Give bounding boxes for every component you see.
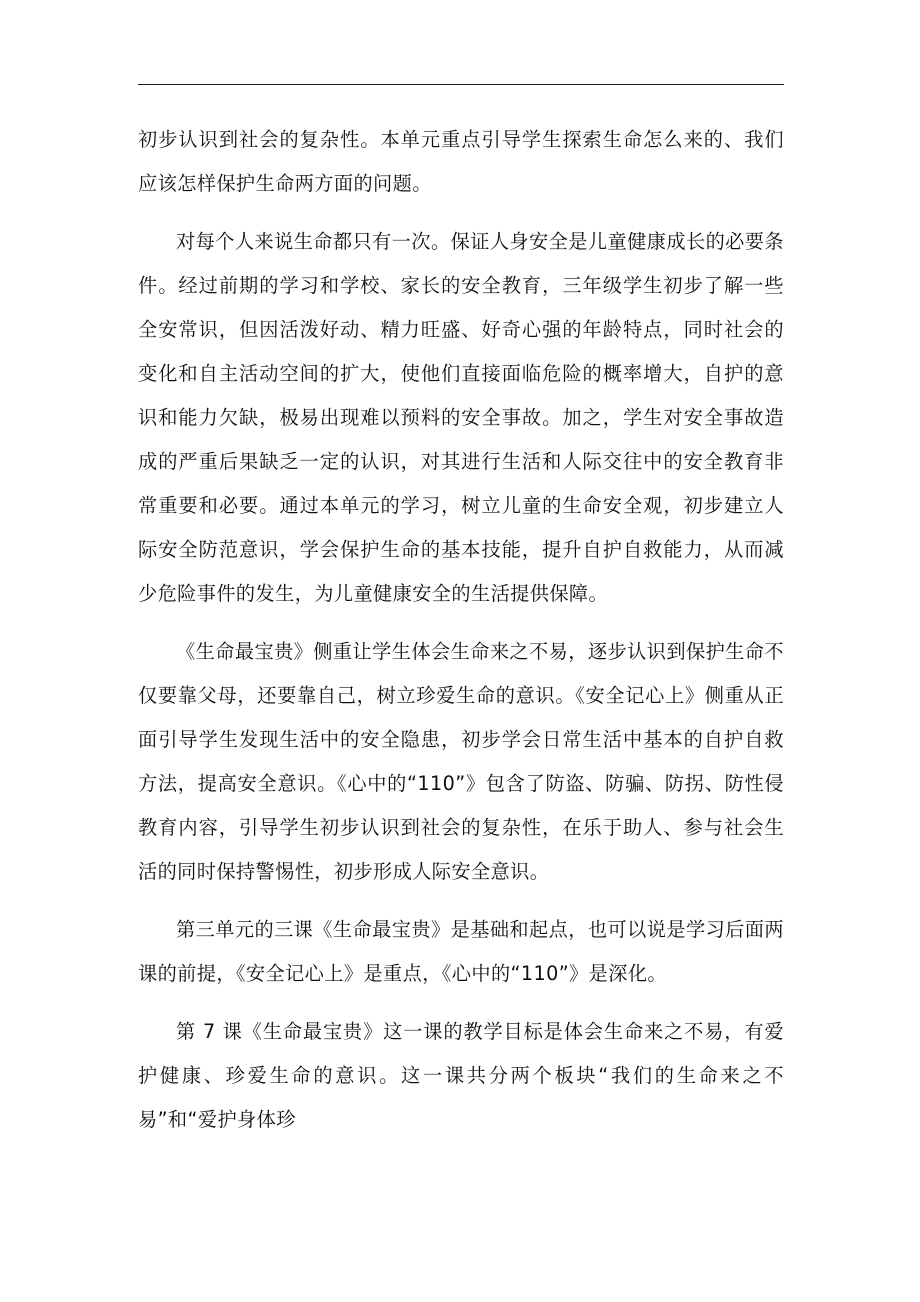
paragraph-lesson-overview: 《生命最宝贵》侧重让学生体会生命来之不易，逐步认识到保护生命不仅要靠父母，还要靠自己，树立珍爱生命的意识。《安全记心上》侧重从正面引导学生发现生活中的安全隐患，初步学会日常生活中基本的自护自救方法，提高安全意识。《心中的“110”》包含了防盗、防骗、防拐、防性侵教育内容，引导学生初步认识到社会的复杂性，在乐于助人、参与社会生活的同时保持警惕性，初步形成人际安全意识。 <box>138 640 784 883</box>
document-body <box>138 118 784 1142</box>
header-divider <box>138 84 784 85</box>
paragraph-continuation: 初步认识到社会的复杂性。本单元重点引导学生探索生命怎么来的、我们应该怎样保护生命两方面的问题。 <box>138 128 784 195</box>
paragraph-lesson-7-goals: 第 7 课《生命最宝贵》这一课的教学目标是体会生命来之不易，有爱护健康、珍爱生命的意识。这一课共分两个板块“我们的生命来之不易”和“爱护身体珍 <box>138 1020 784 1131</box>
paragraph-safety-importance: 对每个人来说生命都只有一次。保证人身安全是儿童健康成长的必要条件。经过前期的学习和学校、家长的安全教育，三年级学生初步了解一些全安常识，但因活泼好动、精力旺盛、好奇心强的年龄特点，同时社会的变化和自主活动空间的扩大，使他们直接面临危险的概率增大，自护的意识和能力欠缺，极易出现难以预料的安全事故。加之，学生对安全事故造成的严重后果缺乏一定的认识，对其进行生活和人际交往中的安全教育非常重要和必要。通过本单元的学习，树立儿童的生命安全观，初步建立人际安全防范意识，学会保护生命的基本技能，提升自护自救能力，从而减少危险事件的发生，为儿童健康安全的生活提供保障。 <box>138 230 784 605</box>
paragraph-unit-structure: 第三单元的三课《生命最宝贵》是基础和起点，也可以说是学习后面两课的前提，《安全记心上》是重点，《心中的“110”》是深化。 <box>138 918 784 985</box>
